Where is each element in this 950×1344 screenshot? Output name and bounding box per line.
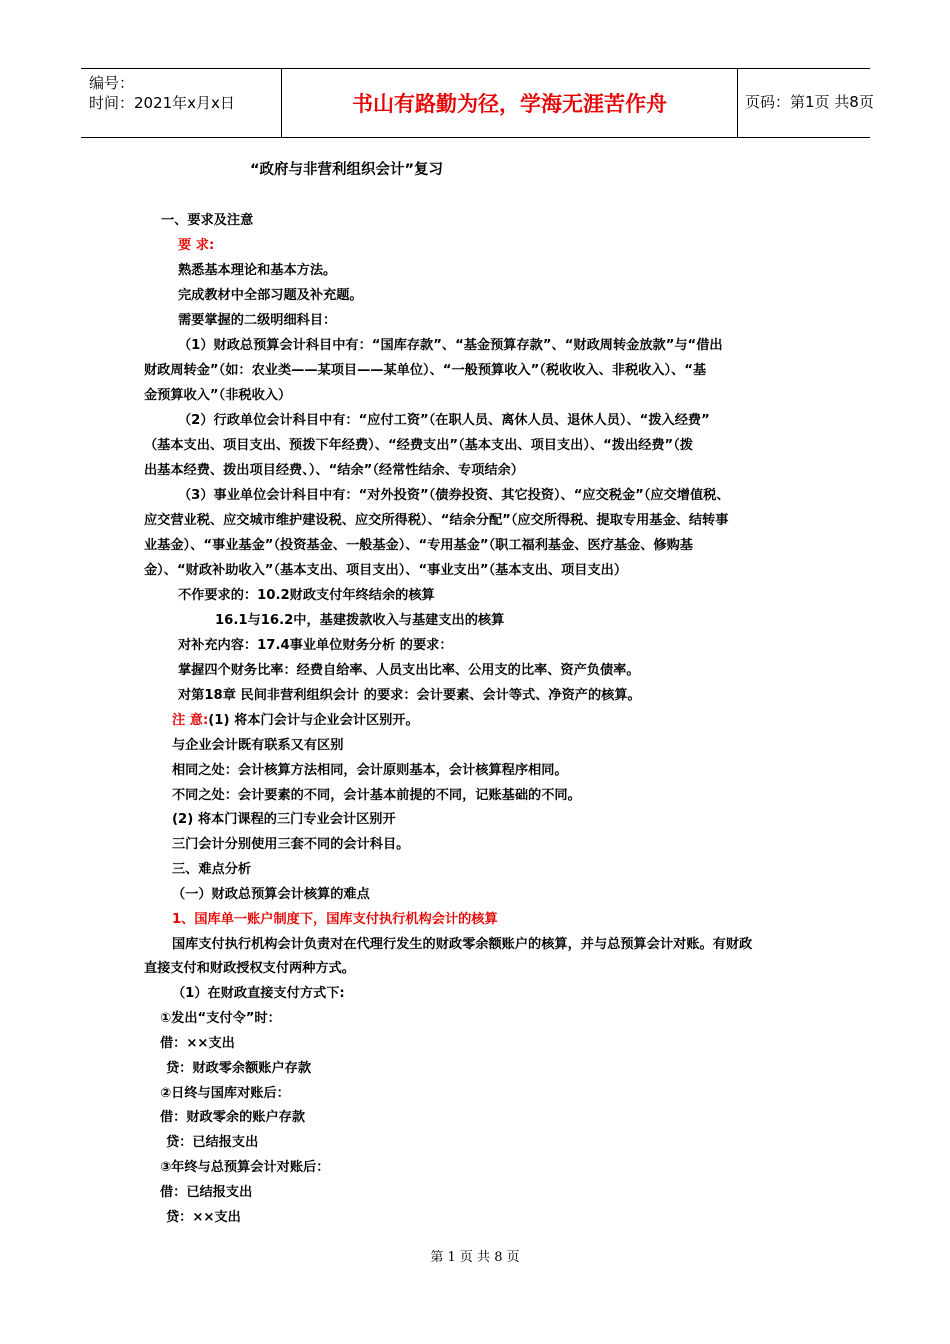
supplement-line: 对补充内容：17.4事业单位财务分析 的要求： [178, 638, 453, 653]
step-line: ①发出“支付令”时： [160, 1011, 281, 1026]
note-text: (1) 将本门会计与企业会计区别开。 [208, 713, 419, 728]
mode-heading: （1）在财政直接支付方式下: [172, 986, 345, 1001]
not-required-line: 不作要求的：10.2财政支付年终结余的核算 [178, 588, 435, 603]
paragraph-line: 金）、“财政补助收入”（基本支出、项目支出）、“事业支出”（基本支出、项目支出） [144, 563, 628, 578]
step-line: ③年终与总预算会计对账后： [160, 1160, 330, 1175]
header-meta-cell [81, 69, 281, 137]
requirements-label: 要 求: [178, 238, 215, 253]
paragraph-line: 应交营业税、应交城市维护建设税、应交所得税）、“结余分配”（应交所得税、提取专用基金、结转事 [144, 513, 729, 528]
step-line: ②日终与国库对账后： [160, 1086, 290, 1101]
note-label: 注 意: [172, 713, 209, 728]
paragraph-line: 财政周转金”（如：农业类——某项目——某单位）、“一般预算收入”（税收收入、非税收入）、“基 [144, 363, 707, 378]
not-required-line: 16.1与16.2中，基建拨款收入与基建支出的核算 [215, 613, 505, 628]
debit-line: 借：财政零余的账户存款 [160, 1110, 306, 1125]
document-date: 时间：2021年x月x日 [89, 94, 235, 112]
paragraph-line: 直接支付和财政授权支付两种方式。 [144, 961, 355, 976]
document-number: 编号： [89, 74, 135, 92]
paragraph-line: （基本支出、项目支出、预拨下年经费）、“经费支出”（基本支出、项目支出）、“拨出经费”（拨 [144, 438, 693, 453]
credit-line: 贷：已结报支出 [166, 1135, 259, 1150]
text-line: 相同之处：会计核算方法相同，会计原则基本，会计核算程序相同。 [172, 763, 568, 778]
debit-line: 借：××支出 [160, 1036, 235, 1051]
paragraph-line: （1）财政总预算会计科目中有：“国库存款”、“基金预算存款”、“财政周转金放款”与“借出 [178, 338, 723, 353]
header-motto-cell [281, 69, 738, 137]
debit-line: 借：已结报支出 [160, 1185, 253, 1200]
paragraph-line: 出基本经费、拨出项目经费、）、“结余”（经常性结余、专项结余） [144, 463, 524, 478]
header-page-info: 页码：第1页 共8页 [745, 93, 874, 111]
text-line: (2) 将本门课程的三门专业会计区别开 [172, 812, 396, 827]
paragraph-line: 国库支付执行机构会计负责对在代理行发生的财政零余额账户的核算，并与总预算会计对账。有财政 [172, 937, 753, 952]
document-title: “政府与非营利组织会计”复习 [250, 162, 444, 178]
section-heading-3: 三、难点分析 [172, 862, 252, 877]
ratios-line: 掌握四个财务比率：经费自给率、人员支出比率、公用支的比率、资产负债率。 [178, 663, 640, 678]
header-motto: 书山有路勤为径，学海无涯苦作舟 [352, 92, 667, 116]
paragraph-line: （3）事业单位会计科目中有：“对外投资”（债券投资、其它投资）、“应交税金”（应交增值税、 [178, 488, 730, 503]
header-page-cell [737, 69, 874, 137]
requirement-line: 需要掌握的二级明细科目： [178, 313, 337, 328]
text-line: 三门会计分别使用三套不同的会计科目。 [172, 837, 410, 852]
subsection-heading: （一）财政总预算会计核算的难点 [172, 887, 370, 902]
requirement-line: 熟悉基本理论和基本方法。 [178, 263, 337, 278]
red-heading: 1、国库单一账户制度下，国库支付执行机构会计的核算 [172, 912, 498, 927]
credit-line: 贷：财政零余额账户存款 [166, 1061, 312, 1076]
paragraph-line: 业基金）、“事业基金”（投资基金、一般基金）、“专用基金”（职工福利基金、医疗基金、修购基 [144, 538, 693, 553]
text-line: 不同之处：会计要素的不同，会计基本前提的不同，记账基础的不同。 [172, 788, 581, 803]
note-line [172, 713, 419, 729]
requirement-line: 完成教材中全部习题及补充题。 [178, 288, 363, 303]
paragraph-line: （2）行政单位会计科目中有：“应付工资”（在职人员、离休人员、退休人员）、“拨入经费” [178, 413, 710, 428]
page-header [81, 68, 874, 138]
text-line: 与企业会计既有联系又有区别 [172, 738, 344, 753]
page-footer: 第 1 页 共 8 页 [430, 1250, 520, 1265]
credit-line: 贷：××支出 [166, 1210, 241, 1225]
paragraph-line: 金预算收入”（非税收入） [144, 388, 292, 403]
section-heading-1: 一、要求及注意 [161, 213, 254, 228]
chapter18-line: 对第18章 民间非营利组织会计 的要求：会计要素、会计等式、净资产的核算。 [178, 688, 641, 703]
